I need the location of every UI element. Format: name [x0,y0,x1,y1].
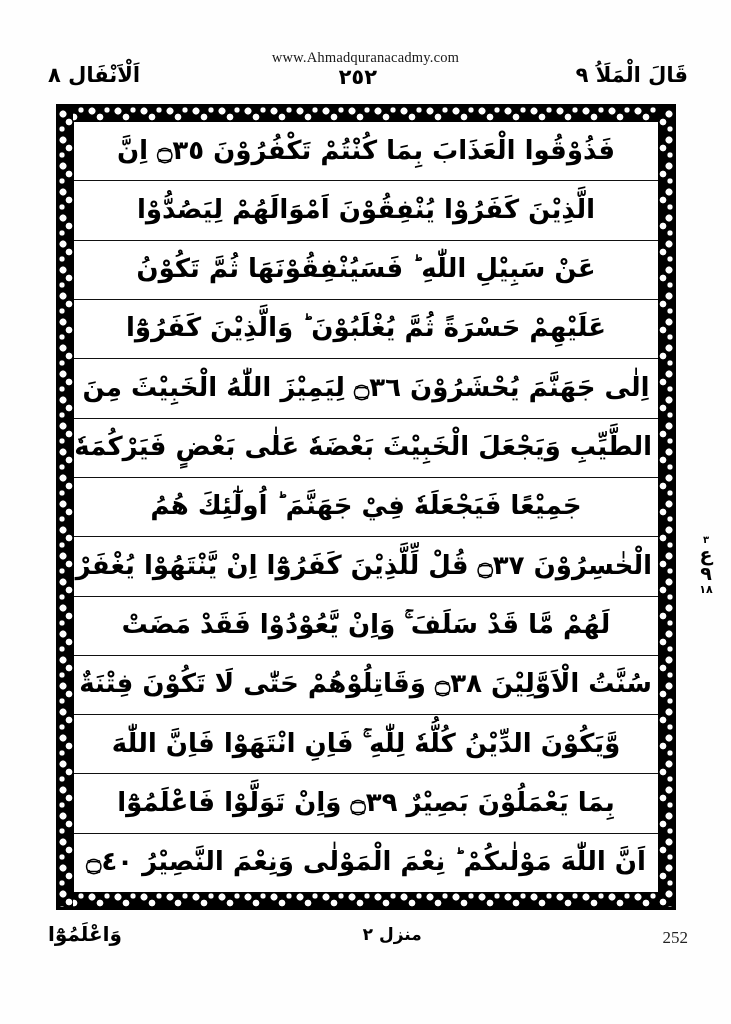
ayah-line-text: جَمِيْعًا فَيَجْعَلَهٗ فِيْ جَهَنَّمَ ؕ اُولٰٓئِكَ هُمُ [150,491,582,522]
page-footer [48,922,688,962]
ornate-text-frame [56,104,676,910]
ayah-line-text: بِمَا يَعْمَلُوْنَ بَصِيْرٌ ۝٣٩ وَاِنْ تَوَلَّوْا فَاعْلَمُوْٓا [117,787,615,818]
page-header [48,63,688,99]
ayah-line-text: سُنَّتُ الْاَوَّلِيْنَ ۝٣٨ وَقَاتِلُوْهُمْ حَتّٰى لَا تَكُوْنَ فِتْنَةٌ [79,669,652,700]
ayah-line-text: عَنْ سَبِيْلِ اللّٰهِ ؕ فَسَيُنْفِقُوْنَهَا ثُمَّ تَكُوْنُ [136,254,596,285]
ayah-line [74,834,658,892]
ayah-line [74,359,658,418]
border-ornament-bottom [59,893,673,907]
ruku-marker [686,536,726,595]
ruku-count: ٩ [700,563,712,585]
ayah-line-text: الْخٰسِرُوْنَ ۝٣٧ قُلْ لِّلَّذِيْنَ كَفَرُوْٓا اِنْ يَّنْتَهُوْا يُغْفَرْ [75,550,652,581]
ayah-line [74,656,658,715]
ruku-ain-icon: ع [699,544,713,566]
website-watermark: www.Ahmadquranacadmy.com [271,50,460,66]
ayah-line-text: فَذُوْقُوا الْعَذَابَ بِمَا كُنْتُمْ تَكْفُرُوْنَ ۝٣٥ اِنَّ [116,135,616,166]
ayah-line [74,774,658,833]
ayah-line [74,478,658,537]
ayah-line-text: عَلَيْهِمْ حَسْرَةً ثُمَّ يُغْلَبُوْنَ ؕ وَالَّذِيْنَ كَفَرُوْٓا [126,313,606,344]
ayah-line [74,537,658,596]
footer-manzil: منزل ٢ [362,925,422,945]
ayah-line [74,241,658,300]
ruku-number-bottom: ١٨ [699,583,713,596]
ayah-line [74,419,658,478]
scripture-body [73,121,659,893]
ayah-line-text: اِلٰى جَهَنَّمَ يُحْشَرُوْنَ ۝٣٦ لِيَمِيْزَ اللّٰهُ الْخَبِيْثَ مِنَ [82,372,650,403]
border-ornament-left [59,107,73,907]
header-page-number-arabic: ٢٥٢ [338,65,378,89]
ayah-line [74,181,658,240]
footer-page-number: 252 [662,928,688,947]
border-ornament-right [659,107,673,907]
ruku-number-top: ٣ [702,535,710,546]
ayah-line-text: لَهُمْ مَّا قَدْ سَلَفَ ۚ وَاِنْ يَّعُوْدُوْا فَقَدْ مَضَتْ [121,610,611,640]
ayah-line-text: الَّذِيْنَ كَفَرُوْا يُنْفِقُوْنَ اَمْوَالَهُمْ لِيَصُدُّوْا [136,194,596,225]
ayah-line-text: الطَّيِّبِ وَيَجْعَلَ الْخَبِيْثَ بَعْضَهٗ عَلٰى بَعْضٍ فَيَرْكُمَهٗ [74,432,652,463]
header-surah-name: اَلْاَنْفَال ٨ [48,63,141,87]
ayah-line [74,300,658,359]
ayah-line [74,597,658,656]
ayah-line-text: وَّيَكُوْنَ الدِّيْنُ كُلُّهٗ لِلّٰهِ ۚ فَاِنِ انْتَهَوْا فَاِنَّ اللّٰهَ [111,728,621,759]
border-ornament-top [59,107,673,121]
header-juz-name: قَالَ الْمَلَاُ ٩ [575,63,688,87]
ayah-line-text: اَنَّ اللّٰهَ مَوْلٰىكُمْ ؕ نِعْمَ الْمَوْلٰى وَنِعْمَ النَّصِيْرُ ۝٤٠ [86,847,646,878]
ayah-line [74,122,658,181]
footer-catchword: وَاعْلَمُوْٓا [48,922,122,946]
ayah-line [74,715,658,774]
